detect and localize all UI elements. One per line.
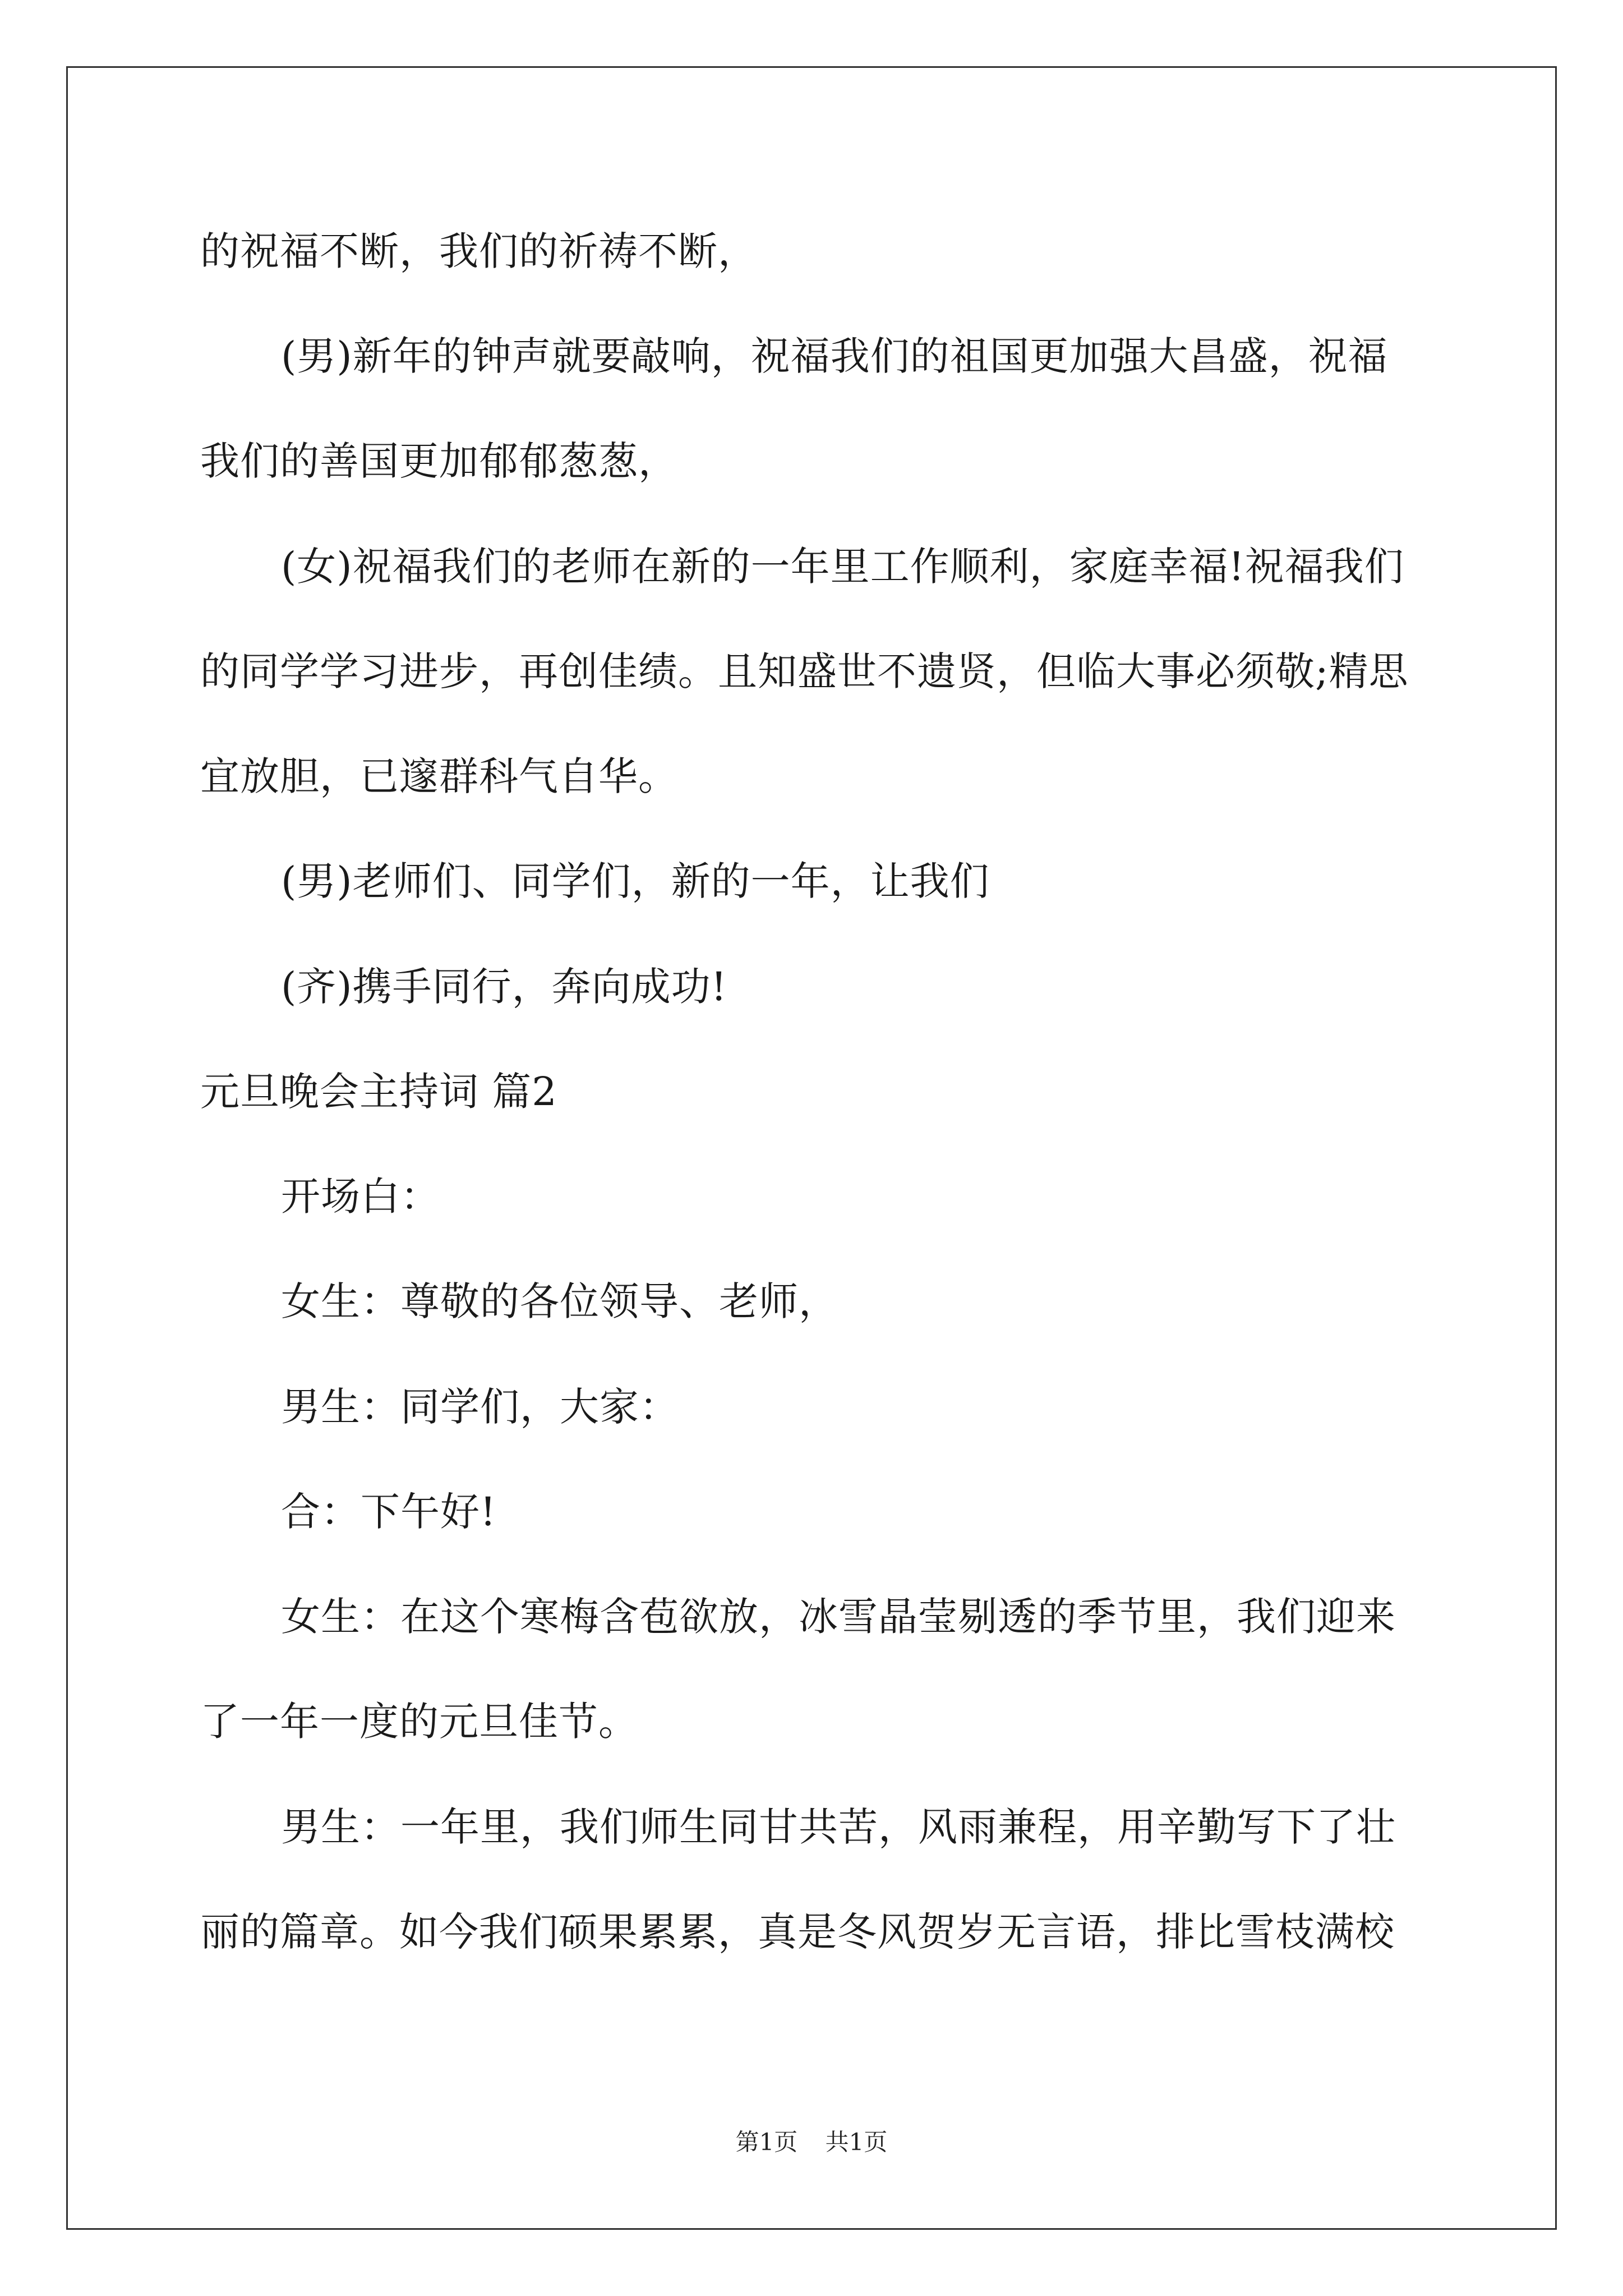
- text-line: (男)老师们、同学们，新的一年，让我们: [281, 858, 990, 904]
- text-line: 男生：同学们，大家：: [281, 1384, 679, 1430]
- text-line: 的祝福不断，我们的祈祷不断，: [200, 228, 758, 274]
- text-line: 了一年一度的元旦佳节。: [200, 1699, 638, 1745]
- text-line: 合：下午好!: [281, 1489, 497, 1535]
- text-line: 女生：尊敬的各位领导、老师，: [281, 1278, 838, 1324]
- text-line: (男)新年的钟声就要敲响，祝福我们的祖国更加强大昌盛，祝福: [281, 333, 1388, 379]
- text-line: 开场白：: [281, 1174, 440, 1220]
- text-line: (女)祝福我们的老师在新的一年里工作顺利，家庭幸福!祝福我们: [281, 544, 1404, 590]
- text-line: 我们的善国更加郁郁葱葱，: [200, 438, 678, 484]
- page-total: 共1页: [825, 2128, 888, 2156]
- page-footer: [0, 2125, 1623, 2159]
- section-heading: 元旦晚会主持词 篇2: [200, 1069, 557, 1115]
- text-line: 男生：一年里，我们师生同甘共苦，风雨兼程，用辛勤写下了壮: [281, 1804, 1396, 1850]
- text-line: 丽的篇章。如今我们硕果累累，真是冬风贺岁无言语，排比雪枝满校: [200, 1909, 1395, 1955]
- text-line: 女生：在这个寒梅含苞欲放，冰雪晶莹剔透的季节里，我们迎来: [281, 1594, 1396, 1640]
- text-line: (齐)携手同行，奔向成功!: [281, 964, 727, 1010]
- page-number: 第1页: [735, 2128, 798, 2156]
- text-line: 的同学学习进步，再创佳绩。且知盛世不遗贤，但临大事必须敬;精思: [200, 648, 1409, 694]
- text-line: 宜放胆，已邃群科气自华。: [200, 753, 678, 799]
